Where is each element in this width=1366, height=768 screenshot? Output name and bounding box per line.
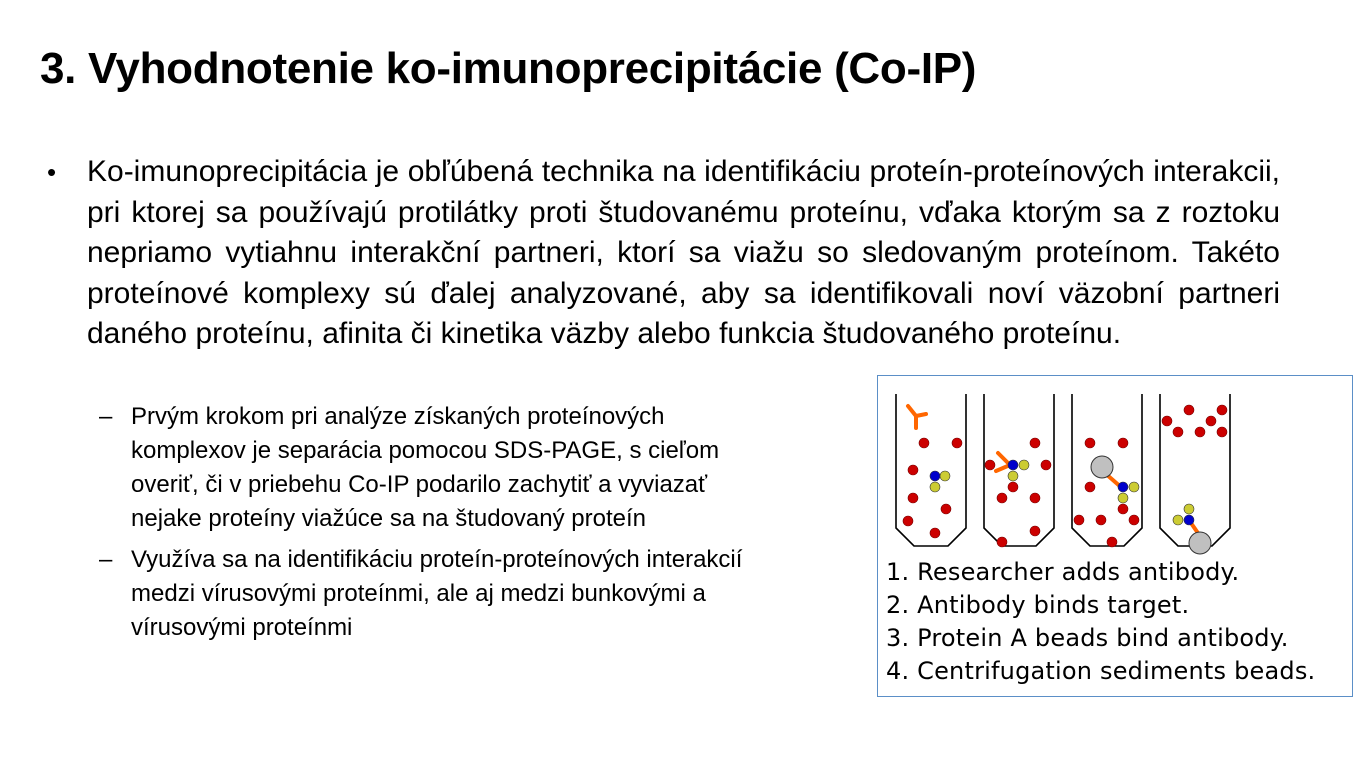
slide-title: 3. Vyhodnotenie ko-imunoprecipitácie (Co-IP) — [40, 44, 977, 93]
sub-bullet-symbol: – — [99, 403, 113, 430]
step-4: 4. Centrifugation sediments beads. — [886, 657, 1316, 685]
co-ip-tubes-diagram-icon — [878, 376, 1354, 561]
sub-bullet-line: Prvým krokom pri analýze získaných proteínových — [131, 403, 665, 430]
tube-4 — [1160, 394, 1230, 546]
main-bullet-text: Ko-imunoprecipitácia je obľúbená technika na identifikáciu proteín-proteínových interakcii, pri ktorej sa používajú protilátky proti študovanému proteínu, vďaka ktorým sa z roztoku nepriamo vytiahnu interakční partneri, ktorí sa viažu so sledovaným proteínom. Takéto proteínové komplexy sú ďalej analyzované, aby sa identifikovali noví väzobní partneri daného proteínu, afinita či kinetika väzby alebo funkcia študovaného proteínu. — [87, 155, 1280, 350]
co-ip-figure — [877, 375, 1353, 697]
sub-bullet-line: komplexov je separácia pomocou SDS-PAGE, s cieľom — [131, 437, 720, 464]
sub-bullet-text — [131, 400, 719, 536]
bullet-symbol: • — [47, 157, 57, 187]
sub-bullet-line: medzi vírusovými proteínmi, ale aj medzi bunkovými a — [131, 580, 706, 607]
sub-bullet-line: overiť, či v priebehu Co-IP podarilo zachytiť a vyviazať — [131, 471, 708, 498]
sub-bullet-line: nejake proteíny viažúce sa na študovaný proteín — [131, 505, 646, 532]
sub-bullet-symbol: – — [99, 546, 113, 573]
step-2: 2. Antibody binds target. — [886, 591, 1190, 619]
step-3: 3. Protein A beads bind antibody. — [886, 624, 1289, 652]
sub-bullet-line: Využíva sa na identifikáciu proteín-proteínových interakcií — [131, 546, 743, 573]
step-1: 1. Researcher adds antibody. — [886, 558, 1240, 586]
sub-bullet-line: vírusovými proteínmi — [131, 614, 353, 641]
co-ip-steps — [886, 556, 1315, 688]
sub-bullet-text — [131, 543, 742, 645]
